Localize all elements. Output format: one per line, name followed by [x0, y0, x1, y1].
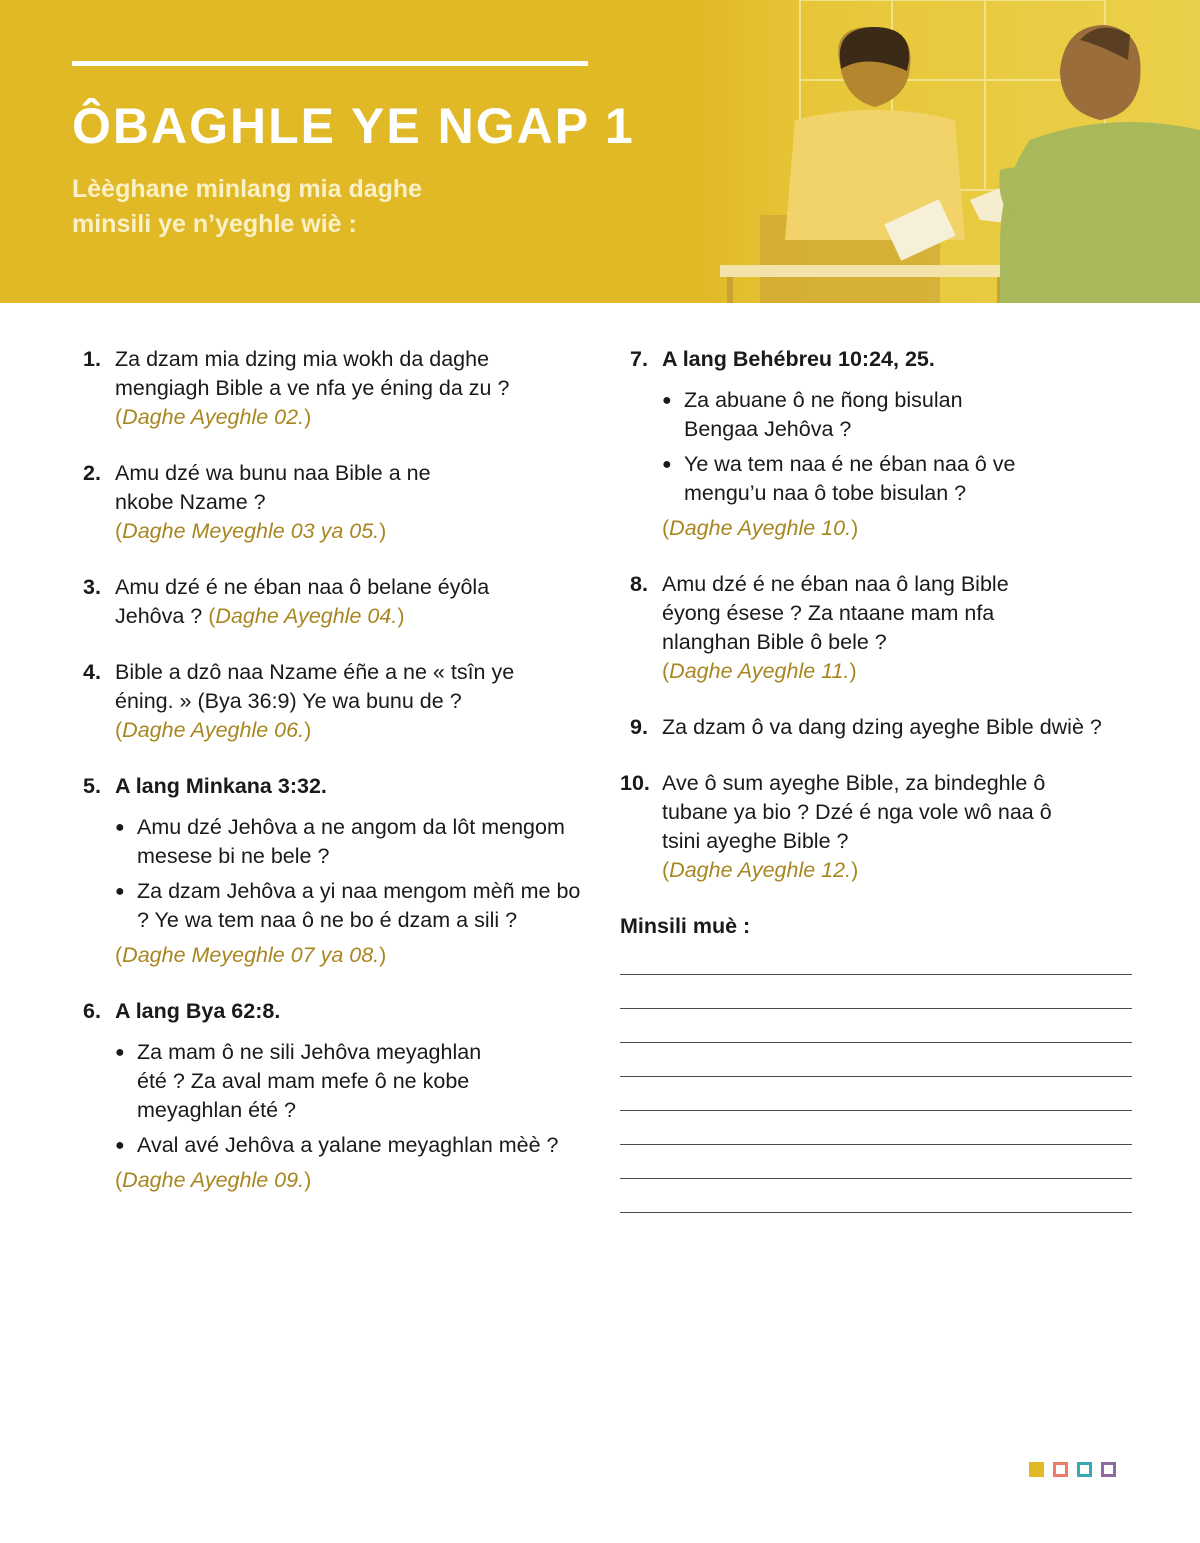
question-number: 1. — [83, 347, 101, 371]
lesson-header — [0, 0, 1200, 303]
bullet-item: ● Za mam ô ne sili Jehôva meyaghlan été ? Za aval mam mefe ô ne kobe meyaghlan été ? — [115, 1038, 507, 1125]
questions-right-column — [620, 345, 1140, 1213]
question-number: 4. — [83, 660, 101, 684]
question-text: A lang Bya 62:8. — [115, 999, 281, 1023]
notes-section — [620, 912, 1140, 1213]
question-reference: (Daghe Ayeghle 02.) — [115, 405, 312, 429]
note-line[interactable] — [620, 1212, 1132, 1213]
question-7 — [630, 345, 1140, 543]
question-number: 8. — [630, 572, 648, 596]
question-reference: (Daghe Meyeghle 03 ya 05.) — [115, 519, 387, 543]
bullet-item: ● Ye wa tem naa é ne éban naa ô ve mengu’u naa ô tobe bisulan ? — [662, 450, 1054, 508]
note-line[interactable] — [620, 1008, 1132, 1009]
bullet-item: ● Aval avé Jehôva a yalane meyaghlan mèè ? — [115, 1131, 583, 1160]
question-reference: (Daghe Ayeghle 10.) — [662, 516, 859, 540]
subtitle-line-1: Lèèghane minlang mia daghe — [72, 175, 423, 203]
question-text: Za dzam ô va dang dzing ayeghe Bible dwiè ? — [662, 715, 1102, 739]
page-title: ÔBAGHLE YE NGAP 1 — [72, 98, 635, 154]
question-bullets — [115, 1038, 583, 1160]
question-reference: Daghe Ayeghle 04. — [215, 604, 398, 628]
question-text: Amu dzé é ne éban naa ô belane éyôla Jehôva ? (Daghe Ayeghle 04.) — [115, 575, 490, 628]
note-line[interactable] — [620, 974, 1132, 975]
question-reference: (Daghe Ayeghle 11.) — [662, 659, 857, 683]
question-5 — [83, 772, 583, 970]
question-number: 3. — [83, 575, 101, 599]
question-number: 6. — [83, 999, 101, 1023]
question-10 — [620, 769, 1140, 885]
question-reference: (Daghe Ayeghle 09.) — [115, 1168, 312, 1192]
question-reference: (Daghe Ayeghle 06.) — [115, 718, 312, 742]
question-2 — [83, 459, 583, 546]
outline-square-icon — [1101, 1462, 1116, 1477]
header-rule — [72, 61, 588, 66]
notes-label: Minsili muè : — [620, 914, 751, 938]
question-reference: (Daghe Ayeghle 12.) — [662, 858, 859, 882]
question-1 — [83, 345, 583, 432]
question-bullets — [115, 813, 583, 935]
question-6 — [83, 997, 583, 1195]
question-text: A lang Minkana 3:32. — [115, 774, 327, 798]
question-reference: (Daghe Meyeghle 07 ya 08.) — [115, 943, 387, 967]
question-9 — [630, 713, 1140, 742]
question-bullets — [662, 386, 1140, 508]
question-number: 10. — [620, 771, 650, 795]
question-4 — [83, 658, 583, 745]
question-text: Bible a dzô naa Nzame éñe a ne « tsîn ye éning. » (Bya 36:9) Ye wa bunu de ? — [115, 660, 515, 713]
section-marker-squares — [1029, 1462, 1116, 1477]
note-line[interactable] — [620, 1178, 1132, 1179]
outline-square-icon — [1077, 1462, 1092, 1477]
question-text: Ave ô sum ayeghe Bible, za bindeghle ô tubane ya bio ? Dzé é nga vole wô naa ô tsini ayeghe Bible ? — [662, 771, 1052, 853]
note-line[interactable] — [620, 1042, 1132, 1043]
note-line[interactable] — [620, 1144, 1132, 1145]
bullet-item: ● Amu dzé Jehôva a ne angom da lôt mengom mesese bi ne bele ? — [115, 813, 583, 871]
question-number: 7. — [630, 347, 648, 371]
question-number: 2. — [83, 461, 101, 485]
questions-left-column — [83, 345, 583, 1195]
question-text: Amu dzé é ne éban naa ô lang Bible éyong ésese ? Za ntaane mam nfa nlanghan Bible ô bele ? — [662, 572, 1009, 654]
bullet-item: ● Za dzam Jehôva a yi naa mengom mèñ me bo ? Ye wa tem naa ô ne bo é dzam a sili ? — [115, 877, 583, 935]
outline-square-icon — [1053, 1462, 1068, 1477]
question-text: A lang Behébreu 10:24, 25. — [662, 347, 935, 371]
question-text: Amu dzé wa bunu naa Bible a ne nkobe Nzame ? — [115, 461, 431, 514]
question-number: 5. — [83, 774, 101, 798]
question-number: 9. — [630, 715, 648, 739]
page-subtitle — [72, 172, 542, 242]
note-line[interactable] — [620, 1076, 1132, 1077]
bible-study-illustration — [700, 0, 1200, 303]
question-3 — [83, 573, 583, 631]
bullet-item: ● Za abuane ô ne ñong bisulan Bengaa Jehôva ? — [662, 386, 994, 444]
filled-square-icon — [1029, 1462, 1044, 1477]
question-8 — [630, 570, 1140, 686]
question-text: Za dzam mia dzing mia wokh da daghe mengiagh Bible a ve nfa ye éning da zu ? — [115, 347, 510, 400]
note-line[interactable] — [620, 1110, 1132, 1111]
subtitle-line-2: minsili ye n’yeghle wiè : — [72, 210, 357, 238]
